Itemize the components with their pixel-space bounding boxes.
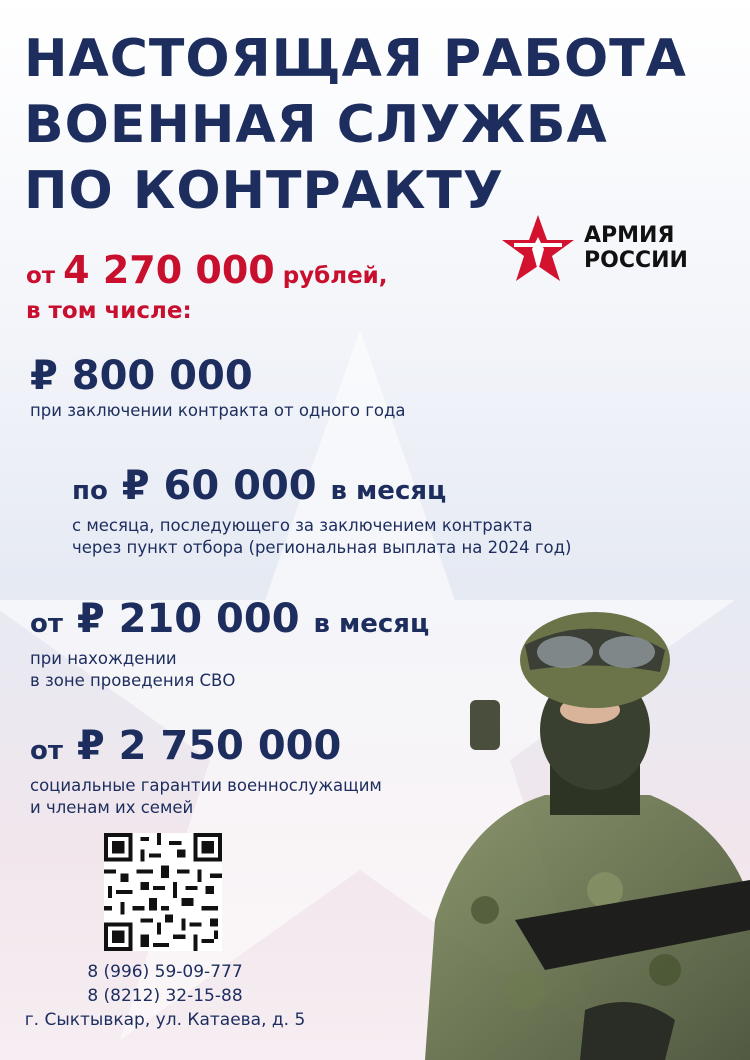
payment-suffix: в месяц (330, 476, 447, 506)
qr-code[interactable] (104, 833, 222, 951)
phone-2[interactable]: 8 (8212) 32-15-88 (87, 986, 243, 1006)
payment-amount: ₽ 2 750 000 (76, 723, 342, 769)
payment-desc: с месяца, последующего за заключением контракта (72, 516, 533, 535)
total-subtitle: в том числе: (26, 298, 192, 324)
payment-desc: при заключении контракта от одного года (30, 401, 406, 420)
title-line-1: НАСТОЯЩАЯ РАБОТА (24, 29, 687, 89)
total-amount-block (26, 250, 388, 326)
payment-desc: при нахождении (30, 649, 177, 668)
payment-item-2 (72, 462, 571, 559)
payment-amount: ₽ 60 000 (121, 463, 317, 509)
payment-desc: и членам их семей (30, 798, 194, 817)
logo-line-2: РОССИИ (584, 248, 688, 273)
logo-line-1: АРМИЯ (584, 223, 675, 248)
payment-amount: ₽ 210 000 (76, 596, 300, 642)
payment-desc: социальные гарантии военнослужащим (30, 776, 382, 795)
address: г. Сыктывкар, ул. Катаева, д. 5 (24, 1010, 306, 1030)
soldier-image (405, 590, 750, 1060)
title-line-3: ПО КОНТРАКТУ (24, 161, 504, 221)
army-logo (500, 213, 715, 283)
payment-item-4 (30, 722, 382, 819)
contacts-block (0, 960, 330, 1032)
payment-item-3 (30, 595, 429, 692)
title-line-2: ВОЕННАЯ СЛУЖБА (24, 95, 608, 155)
payment-prefix: по (72, 476, 108, 506)
page-title (24, 26, 687, 224)
payment-prefix: от (30, 609, 63, 639)
army-logo-text (584, 223, 688, 273)
total-prefix: от (26, 263, 56, 289)
payment-suffix: в месяц (313, 609, 430, 639)
payment-prefix: от (30, 736, 63, 766)
payment-desc: в зоне проведения СВО (30, 671, 236, 690)
payment-item-1 (30, 352, 406, 422)
payment-amount: ₽ 800 000 (30, 353, 253, 399)
total-suffix: рублей, (282, 263, 388, 289)
payment-desc: через пункт отбора (региональная выплата на 2024 год) (72, 538, 572, 557)
army-star-icon (500, 213, 576, 283)
total-amount: 4 270 000 (63, 248, 275, 292)
phone-1[interactable]: 8 (996) 59-09-777 (87, 962, 243, 982)
